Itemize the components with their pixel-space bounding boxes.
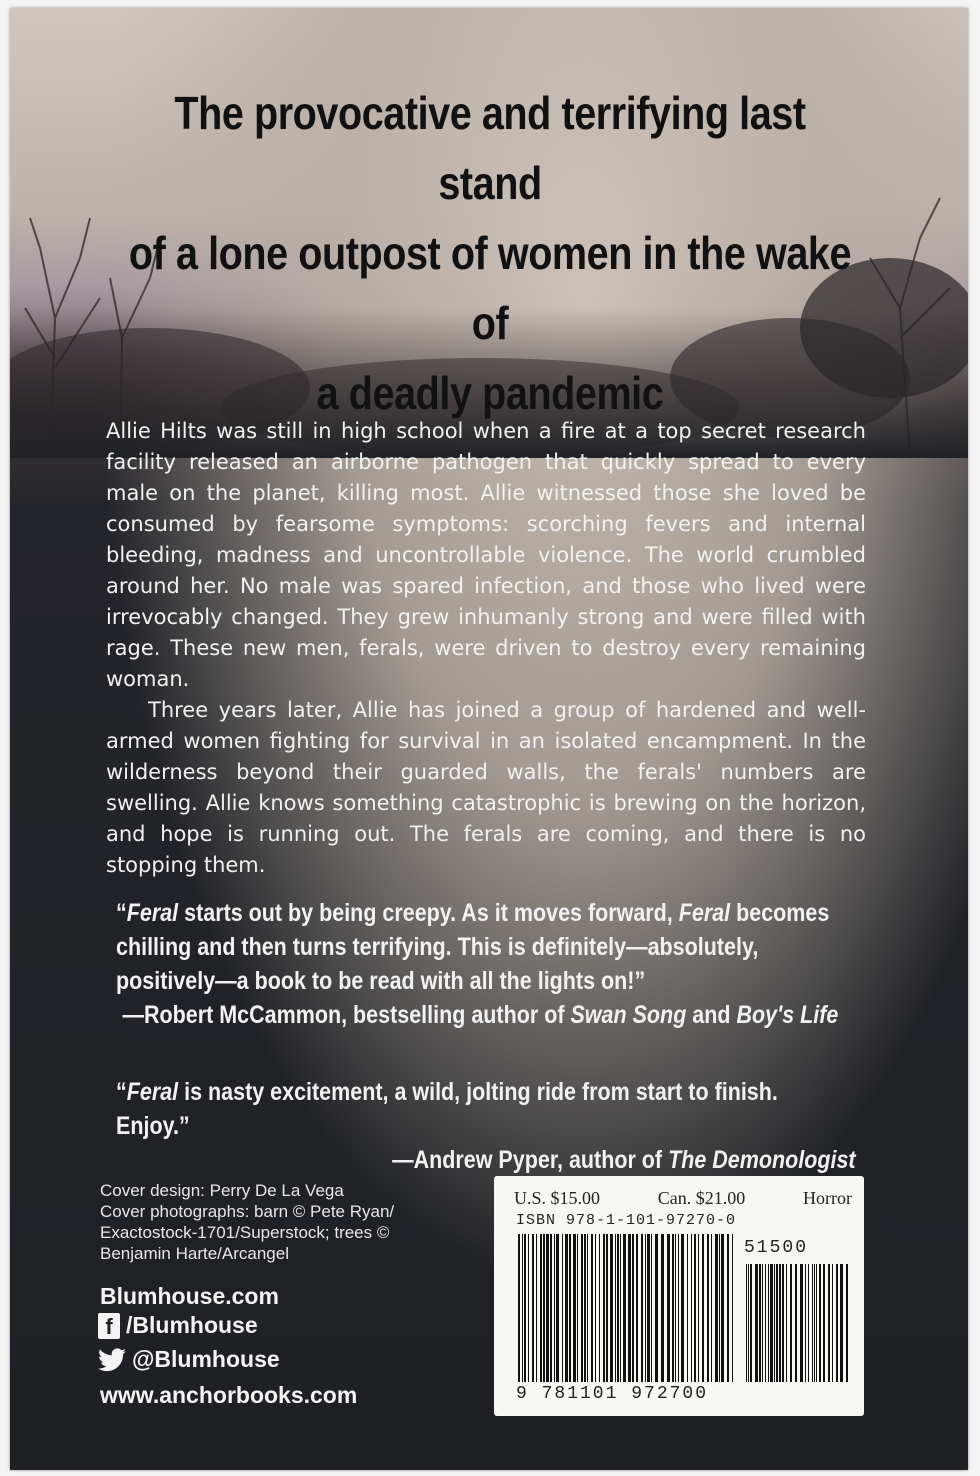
barcode-digits: 9 781101 972700 (516, 1384, 846, 1404)
barcode (514, 1234, 854, 1404)
headline (129, 78, 851, 428)
quote-book-title: Feral (678, 899, 731, 927)
review-quote-mccammon: “Feral starts out by being creepy. As it moves forward, Feral becomes chilling and then turns terrifying. This is definitely—absolutely, positively—a book to be read with all the lights on!” —Robert McCammon, bestselling author of Swan Song and Boy's Life (116, 896, 838, 1032)
cover-credits: Cover design: Perry De La Vega Cover photographs: barn © Pete Ryan/ Exactostock-1701/Superstock; trees © Benjamin Harte/Arcangel (100, 1181, 395, 1263)
facebook-icon: f (98, 1313, 120, 1339)
barcode-addon-digits: 51500 (744, 1238, 809, 1258)
review-quote-pyper: “Feral is nasty excitement, a wild, jolting ride from start to finish. Enjoy.” —Andrew Pyper, author of The Demonologist (116, 1075, 856, 1177)
twitter-icon (98, 1348, 126, 1372)
price-barcode-box (494, 1176, 864, 1416)
isbn: ISBN 978-1-101-97270-0 (516, 1212, 737, 1229)
genre-label: Horror (803, 1188, 852, 1208)
twitter-handle: @Blumhouse (132, 1346, 280, 1372)
headline-line-1: The provocative and terrifying last stand (174, 87, 806, 209)
blumhouse-website: Blumhouse.com (100, 1283, 279, 1309)
quote-attribution: —Andrew Pyper, author of The Demonologist (392, 1146, 856, 1174)
synopsis (106, 416, 866, 881)
quote-book-title: Feral (126, 1078, 179, 1106)
headline-line-3: a deadly pandemic (316, 367, 664, 419)
facebook-handle-row (98, 1312, 258, 1339)
price-line (514, 1188, 852, 1209)
twitter-handle-row (98, 1346, 280, 1373)
facebook-handle: /Blumhouse (126, 1312, 258, 1338)
synopsis-paragraph-2: Three years later, Allie has joined a group of hardened and well-armed women fighting for survival in an isolated encampment. In the wilderness beyond their guarded walls, the ferals' numbers are swelling. Allie knows something catastrophic is brewing on the horizon, and hope is running out. The ferals are coming, and there is no stopping them. (106, 698, 866, 877)
quote-attribution: —Robert McCammon, bestselling author of Swan Song and Boy's Life (122, 1001, 839, 1029)
quote-book-title: Feral (126, 899, 179, 927)
book-back-cover (10, 8, 968, 1470)
synopsis-paragraph-1: Allie Hilts was still in high school when a fire at a top secret research facility released an airborne pathogen that quickly spread to every male on the planet, killing most. Allie witnessed those she loved be consumed by fearsome symptoms: scorching fevers and internal bleeding, madness and uncontrollable violence. The world crumbled around her. No male was spared infection, and those who lived were irrevocably changed. They grew inhumanly strong and were filled with rage. These new men, ferals, were driven to destroy every remaining woman. (106, 419, 866, 691)
can-price: Can. $21.00 (657, 1188, 746, 1208)
us-price: U.S. $15.00 (514, 1188, 601, 1208)
anchor-books-website: www.anchorbooks.com (100, 1382, 358, 1408)
headline-line-2: of a lone outpost of women in the wake of (128, 227, 852, 349)
